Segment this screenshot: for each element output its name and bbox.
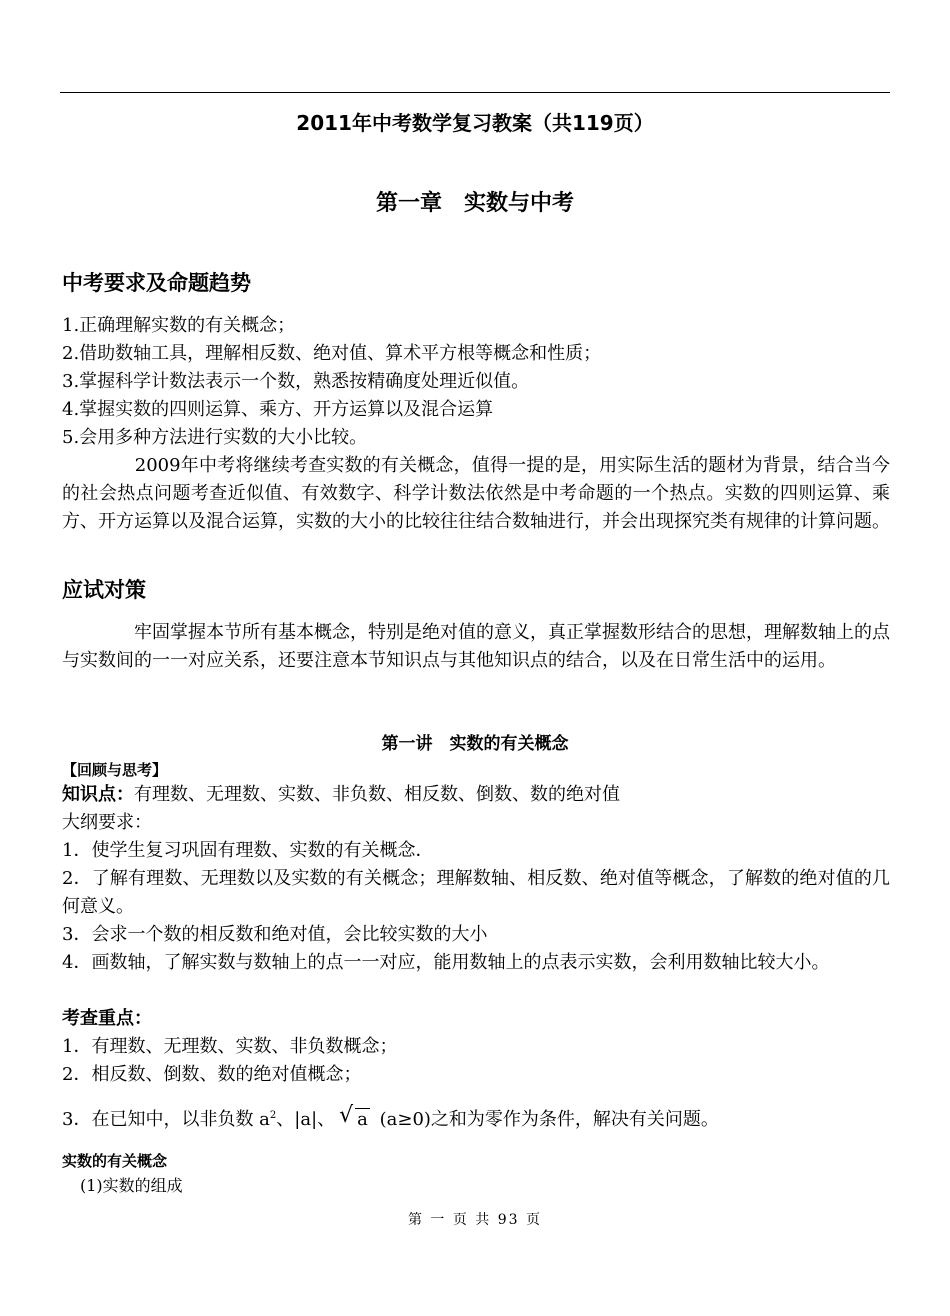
requirement-item: 3.掌握科学计数法表示一个数，熟悉按精确度处理近似值。 (62, 371, 530, 392)
trend-paragraph: 2009年中考将继续考查实数的有关概念，值得一提的是，用实际生活的题材为背景，结合当今的社会热点问题考查近似值、有效数字、科学计数法依然是中考命题的一个热点。实数的四则运算、乘方、开方运算以及混合运算，实数的大小的比较往往结合数轴进行，并会出现探究类有规律的计算问题。 (62, 455, 890, 532)
key-point-item: 2．相反数、倒数、数的绝对值概念； (62, 1064, 362, 1085)
key-point-item: 1．有理数、无理数、实数、非负数概念； (62, 1036, 398, 1057)
knowledge-text: 有理数、无理数、实数、非负数、相反数、倒数、数的绝对值 (134, 784, 620, 805)
chapter-title: 第一章 实数与中考 (375, 191, 574, 216)
knowledge-points (62, 781, 620, 809)
key3-sep: 、 (317, 1109, 336, 1130)
key-point-item-3 (62, 1102, 719, 1134)
absolute-value: |a| (294, 1109, 318, 1130)
top-rule (60, 92, 890, 93)
composition-item: (1)实数的组成 (80, 1176, 183, 1195)
sqrt-argument: a (357, 1109, 368, 1130)
radical-sign: √ (339, 1103, 354, 1128)
outline-item: 4．画数轴，了解实数与数轴上的点一一对应，能用数轴上的点表示实数，会利用数轴比较大小。 (62, 952, 830, 973)
key3-sep: 、 (276, 1109, 295, 1130)
section-heading-requirements: 中考要求及命题趋势 (62, 271, 251, 295)
review-label: 【回顾与思考】 (62, 761, 168, 779)
page-footer: 第 一 页 共 93 页 (407, 1212, 543, 1228)
superscript-two: 2 (269, 1110, 277, 1121)
square-root (339, 1103, 370, 1134)
knowledge-label: 知识点： (62, 784, 134, 805)
requirement-item: 2.借助数轴工具，理解相反数、绝对值、算术平方根等概念和性质； (62, 343, 602, 364)
requirement-item: 4.掌握实数的四则运算、乘方、开方运算以及混合运算 (62, 399, 494, 420)
lecture-title: 第一讲 实数的有关概念 (381, 734, 569, 754)
outline-item: 3．会求一个数的相反数和绝对值，会比较实数的大小 (62, 924, 488, 945)
strategy-paragraph: 牢固掌握本节所有基本概念，特别是绝对值的意义，真正掌握数形结合的思想，理解数轴上的点与实数间的一一对应关系，还要注意本节知识点与其他知识点的结合，以及在日常生活中的运用。 (62, 622, 890, 671)
outline-item: 2．了解有理数、无理数以及实数的有关概念；理解数轴、相反数、绝对值等概念，了解数的绝对值的几何意义。 (62, 868, 890, 917)
key3-suffix: (a≥0)之和为零作为条件，解决有关问题。 (373, 1109, 719, 1130)
key3-prefix: 3．在已知中，以非负数 a (62, 1109, 270, 1130)
document-title: 2011年中考数学复习教案（共119页） (296, 111, 654, 135)
outline-label: 大纲要求： (62, 812, 152, 833)
requirement-item: 1.正确理解实数的有关概念； (62, 315, 296, 336)
section-heading-strategy: 应试对策 (62, 578, 146, 602)
requirement-item: 5.会用多种方法进行实数的大小比较。 (62, 427, 368, 448)
outline-item: 1．使学生复习巩固有理数、实数的有关概念． (62, 840, 434, 861)
concepts-label: 实数的有关概念 (62, 1152, 168, 1170)
key-points-label: 考查重点： (62, 1008, 152, 1029)
